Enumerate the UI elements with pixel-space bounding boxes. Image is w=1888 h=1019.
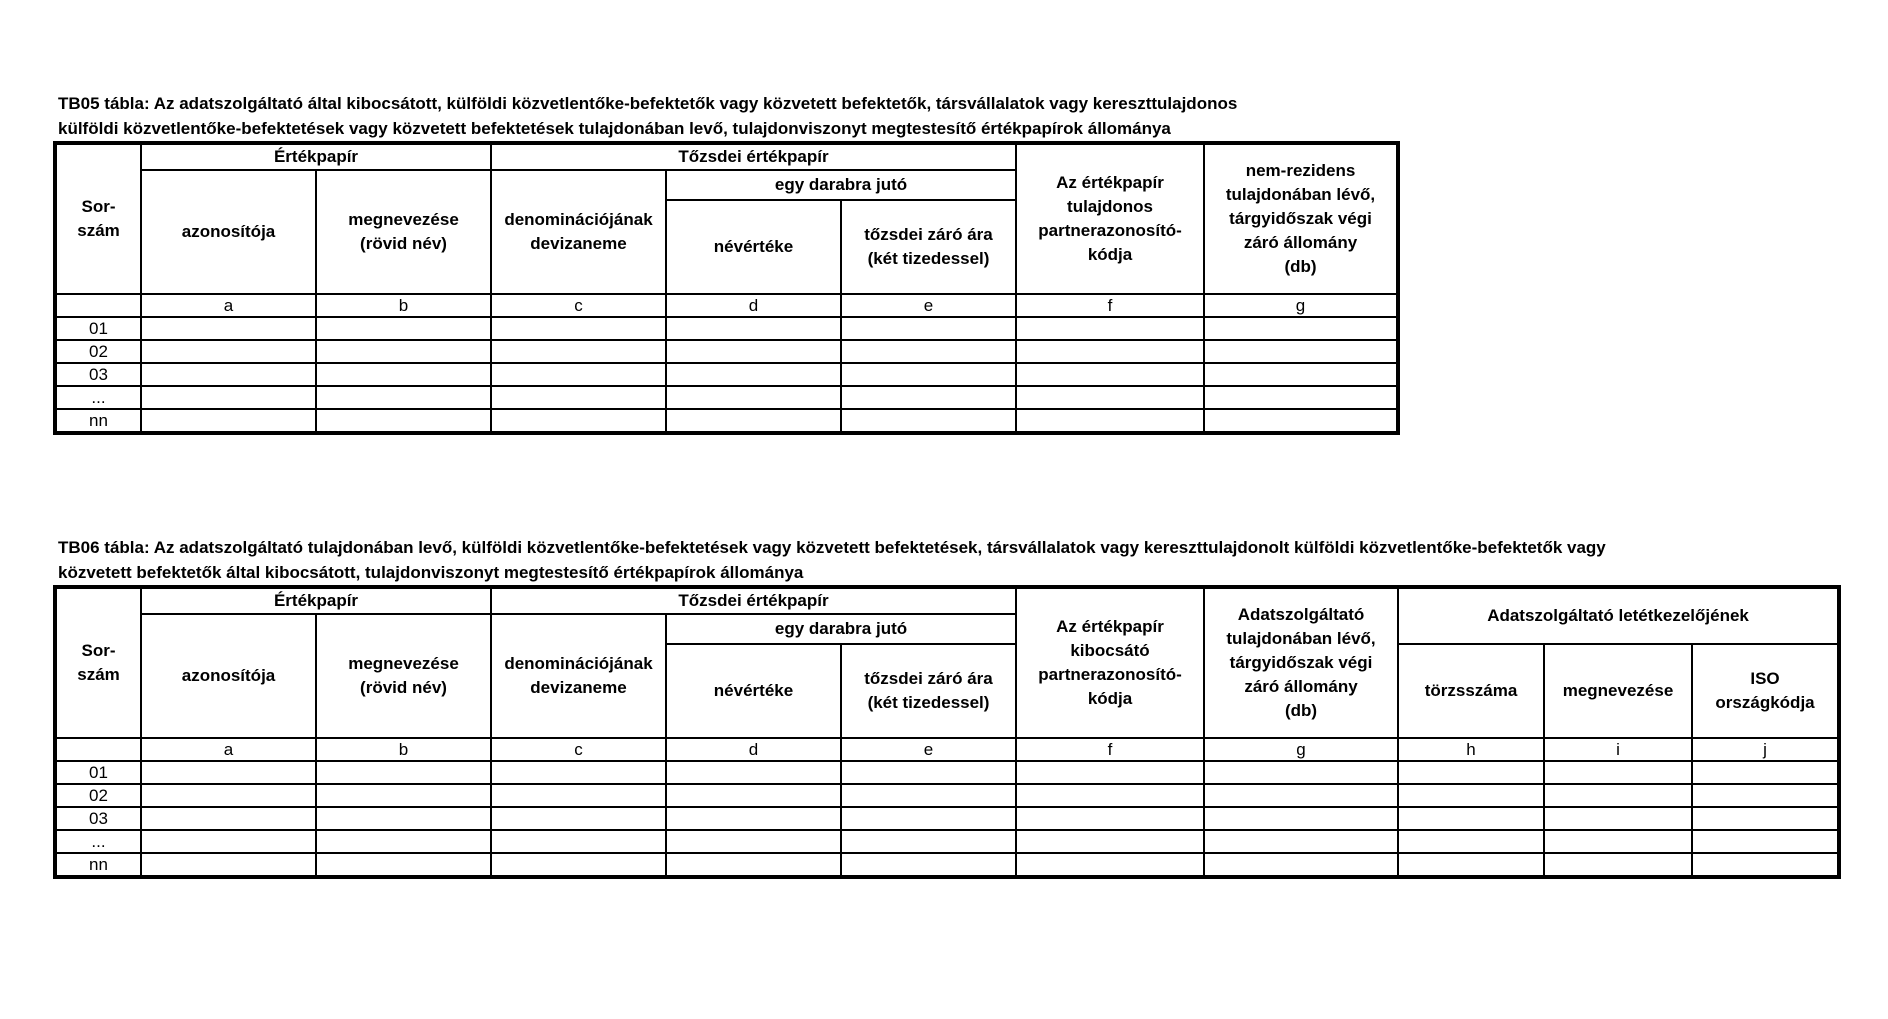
data-cell[interactable]: [1544, 761, 1692, 784]
code-cell: c: [491, 294, 666, 317]
row-number: 03: [55, 807, 141, 830]
data-cell[interactable]: [1016, 363, 1204, 386]
tb06-table: [53, 585, 1841, 879]
data-cell[interactable]: [316, 363, 491, 386]
tb05-code-row: [55, 294, 1398, 317]
row-number: 02: [55, 340, 141, 363]
data-cell[interactable]: [141, 340, 316, 363]
code-cell: d: [666, 738, 841, 761]
data-cell[interactable]: [1204, 317, 1398, 340]
data-cell[interactable]: [141, 317, 316, 340]
code-cell: d: [666, 294, 841, 317]
data-cell[interactable]: [1692, 784, 1839, 807]
data-cell[interactable]: [316, 340, 491, 363]
data-cell[interactable]: [1204, 784, 1398, 807]
header-kibocsato-partnerazonosito: Az értékpapír kibocsátó partnerazonosító- kódja: [1016, 587, 1204, 738]
code-cell: e: [841, 294, 1016, 317]
tb05-title-line1: TB05 tábla: Az adatszolgáltató által kibocsátott, külföldi közvetlentőke-befektetők vagy közvetett befektetők, társvállalatok vagy kereszttulajdonos: [58, 94, 1238, 113]
code-cell: b: [316, 738, 491, 761]
header-denominacio: denominációjának devizaneme: [491, 170, 666, 294]
code-cell: f: [1016, 294, 1204, 317]
code-cell: b: [316, 294, 491, 317]
data-cell[interactable]: [1016, 340, 1204, 363]
code-cell: [55, 294, 141, 317]
data-cell[interactable]: [1204, 409, 1398, 433]
data-cell[interactable]: [841, 830, 1016, 853]
tb06-title-line2: közvetett befektetők által kibocsátott, tulajdonviszonyt megtestesítő értékpapírok állománya: [58, 563, 804, 582]
data-cell[interactable]: [841, 409, 1016, 433]
data-cell[interactable]: [1016, 386, 1204, 409]
data-cell[interactable]: [666, 784, 841, 807]
header-tozsdei-ertekpapir: Tőzsdei értékpapír: [491, 587, 1016, 614]
header-nevertek: névértéke: [666, 200, 841, 294]
header-partnerazonosito: Az értékpapír tulajdonos partnerazonosító- kódja: [1016, 143, 1204, 294]
tb05-table: [53, 141, 1400, 435]
data-cell[interactable]: [1204, 386, 1398, 409]
row-number: nn: [55, 409, 141, 433]
data-cell[interactable]: [1544, 853, 1692, 877]
data-cell[interactable]: [141, 386, 316, 409]
header-zaro-ar: tőzsdei záró ára (két tizedessel): [841, 644, 1016, 738]
data-cell[interactable]: [666, 386, 841, 409]
header-ertekpapir: Értékpapír: [141, 587, 491, 614]
table-row: [55, 830, 1839, 853]
data-cell[interactable]: [1204, 853, 1398, 877]
data-cell[interactable]: [1692, 830, 1839, 853]
data-cell[interactable]: [841, 363, 1016, 386]
table-row: [55, 363, 1398, 386]
data-cell[interactable]: [841, 853, 1016, 877]
code-cell: e: [841, 738, 1016, 761]
data-cell[interactable]: [666, 340, 841, 363]
row-number: ...: [55, 830, 141, 853]
data-cell[interactable]: [316, 386, 491, 409]
data-cell[interactable]: [491, 830, 666, 853]
tb05-title: [58, 91, 1237, 141]
data-cell[interactable]: [316, 853, 491, 877]
data-cell[interactable]: [666, 317, 841, 340]
data-cell[interactable]: [491, 784, 666, 807]
data-cell[interactable]: [1204, 830, 1398, 853]
header-zaro-ar: tőzsdei záró ára (két tizedessel): [841, 200, 1016, 294]
data-cell[interactable]: [141, 807, 316, 830]
data-cell[interactable]: [141, 830, 316, 853]
data-cell[interactable]: [1016, 409, 1204, 433]
data-cell[interactable]: [1016, 807, 1204, 830]
data-cell[interactable]: [316, 317, 491, 340]
code-cell: h: [1398, 738, 1544, 761]
data-cell[interactable]: [1692, 807, 1839, 830]
table-row: [55, 784, 1839, 807]
data-cell[interactable]: [491, 363, 666, 386]
data-cell[interactable]: [1204, 761, 1398, 784]
data-cell[interactable]: [1398, 784, 1544, 807]
data-cell[interactable]: [841, 317, 1016, 340]
data-cell[interactable]: [666, 761, 841, 784]
data-cell[interactable]: [141, 761, 316, 784]
data-cell[interactable]: [491, 853, 666, 877]
header-sorszam: Sor- szám: [55, 143, 141, 294]
data-cell[interactable]: [666, 807, 841, 830]
data-cell[interactable]: [1016, 830, 1204, 853]
tb05-title-line2: külföldi közvetlentőke-befektetések vagy közvetett befektetések tulajdonában levő, tulajdonviszonyt megtestesítő értékpapírok állománya: [58, 119, 1171, 138]
code-cell: g: [1204, 738, 1398, 761]
header-nemrezidens-allomany: nem-rezidens tulajdonában lévő, tárgyidőszak végi záró állomány (db): [1204, 143, 1398, 294]
code-cell: a: [141, 738, 316, 761]
data-cell[interactable]: [491, 761, 666, 784]
data-cell[interactable]: [316, 761, 491, 784]
table-row: [55, 317, 1398, 340]
table-row: [55, 853, 1839, 877]
row-number: 02: [55, 784, 141, 807]
tb06-body: [55, 761, 1839, 877]
data-cell[interactable]: [1016, 761, 1204, 784]
data-cell[interactable]: [141, 409, 316, 433]
data-cell[interactable]: [1544, 784, 1692, 807]
data-cell[interactable]: [1204, 807, 1398, 830]
data-cell[interactable]: [1544, 807, 1692, 830]
data-cell[interactable]: [316, 784, 491, 807]
code-cell: c: [491, 738, 666, 761]
table-row: [55, 340, 1398, 363]
data-cell[interactable]: [491, 340, 666, 363]
header-megnevezese: megnevezése (rövid név): [316, 614, 491, 738]
table-row: [55, 386, 1398, 409]
table-row: [55, 409, 1398, 433]
header-azonositoja: azonosítója: [141, 614, 316, 738]
header-letetkezelo-megnevezese: megnevezése: [1544, 644, 1692, 738]
header-egy-darabra-juto: egy darabra jutó: [666, 614, 1016, 644]
code-cell: i: [1544, 738, 1692, 761]
data-cell[interactable]: [491, 807, 666, 830]
data-cell[interactable]: [1544, 830, 1692, 853]
data-cell[interactable]: [141, 784, 316, 807]
tb06-code-row: [55, 738, 1839, 761]
data-cell[interactable]: [1398, 761, 1544, 784]
data-cell[interactable]: [316, 830, 491, 853]
data-cell[interactable]: [666, 409, 841, 433]
tb06-title: [58, 535, 1606, 585]
data-cell[interactable]: [491, 409, 666, 433]
data-cell[interactable]: [666, 853, 841, 877]
data-cell[interactable]: [491, 317, 666, 340]
header-denominacio: denominációjának devizaneme: [491, 614, 666, 738]
header-megnevezese: megnevezése (rövid név): [316, 170, 491, 294]
row-number: nn: [55, 853, 141, 877]
header-tozsdei-ertekpapir: Tőzsdei értékpapír: [491, 143, 1016, 170]
data-cell[interactable]: [1204, 363, 1398, 386]
data-cell[interactable]: [1692, 853, 1839, 877]
table-row: [55, 807, 1839, 830]
data-cell[interactable]: [1016, 853, 1204, 877]
header-egy-darabra-juto: egy darabra jutó: [666, 170, 1016, 200]
data-cell[interactable]: [666, 363, 841, 386]
row-number: 01: [55, 761, 141, 784]
data-cell[interactable]: [491, 386, 666, 409]
data-cell[interactable]: [666, 830, 841, 853]
data-cell[interactable]: [1398, 853, 1544, 877]
header-nevertek: névértéke: [666, 644, 841, 738]
data-cell[interactable]: [841, 784, 1016, 807]
data-cell[interactable]: [841, 807, 1016, 830]
code-cell: a: [141, 294, 316, 317]
table-row: [55, 761, 1839, 784]
code-cell: g: [1204, 294, 1398, 317]
data-cell[interactable]: [1204, 340, 1398, 363]
header-azonositoja: azonosítója: [141, 170, 316, 294]
code-cell: f: [1016, 738, 1204, 761]
header-ertekpapir: Értékpapír: [141, 143, 491, 170]
data-cell[interactable]: [1016, 784, 1204, 807]
data-cell[interactable]: [841, 386, 1016, 409]
data-cell[interactable]: [316, 807, 491, 830]
data-cell[interactable]: [1692, 761, 1839, 784]
data-cell[interactable]: [141, 853, 316, 877]
row-number: 01: [55, 317, 141, 340]
row-number: ...: [55, 386, 141, 409]
code-cell: [55, 738, 141, 761]
tb06-title-line1: TB06 tábla: Az adatszolgáltató tulajdonában levő, külföldi közvetlentőke-befektetések vagy közvetett befektetések, társvállalatok vagy kereszttulajdonolt külföldi közvetlentőke-befektetők vagy: [58, 538, 1606, 557]
data-cell[interactable]: [1398, 807, 1544, 830]
data-cell[interactable]: [841, 340, 1016, 363]
code-cell: j: [1692, 738, 1839, 761]
data-cell[interactable]: [316, 409, 491, 433]
tb05-body: [55, 317, 1398, 433]
data-cell[interactable]: [841, 761, 1016, 784]
header-sorszam: Sor- szám: [55, 587, 141, 738]
header-adatszolgaltato-allomany: Adatszolgáltató tulajdonában lévő, tárgyidőszak végi záró állomány (db): [1204, 587, 1398, 738]
data-cell[interactable]: [1398, 830, 1544, 853]
data-cell[interactable]: [141, 363, 316, 386]
header-letetkezelo: Adatszolgáltató letétkezelőjének: [1398, 587, 1839, 644]
header-iso-orszagkod: ISO országkódja: [1692, 644, 1839, 738]
header-torzsszama: törzsszáma: [1398, 644, 1544, 738]
row-number: 03: [55, 363, 141, 386]
data-cell[interactable]: [1016, 317, 1204, 340]
